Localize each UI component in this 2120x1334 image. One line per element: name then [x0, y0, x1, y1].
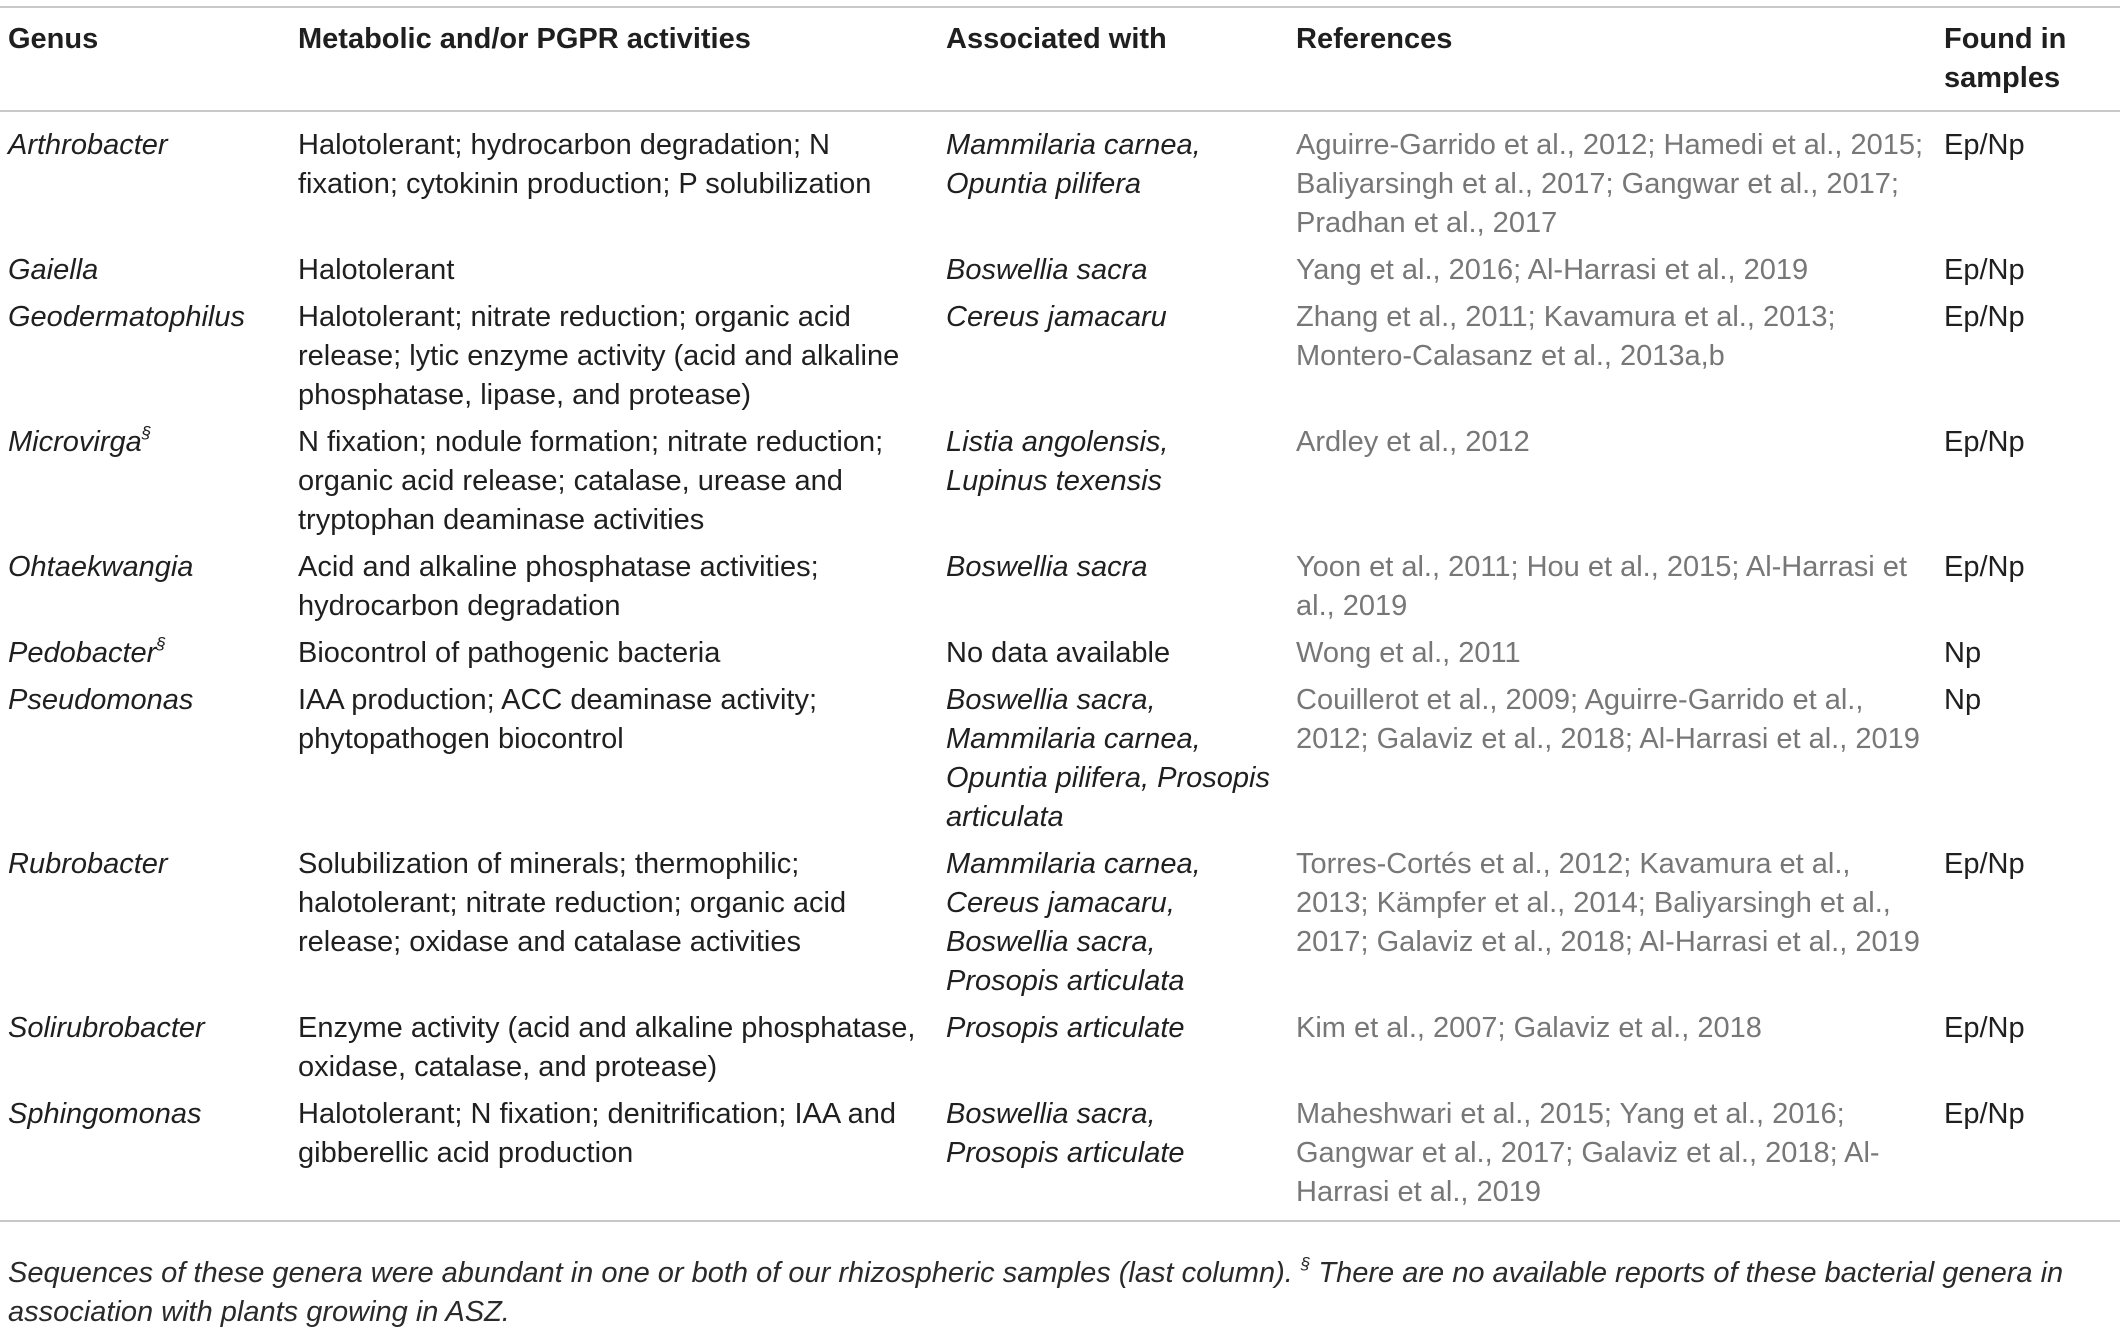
cell-activities: Biocontrol of pathogenic bacteria [298, 637, 721, 669]
cell-found: Ep/Np [1944, 129, 2025, 161]
cell-genus [0, 251, 290, 298]
cell-activities: Halotolerant; nitrate reduction; organic acid release; lytic enzyme activity (acid and alkaline phosphatase, lipase, and protease) [298, 301, 900, 411]
genus-name: Pedobacter [8, 637, 157, 669]
cell-associated: Prosopis articulate [946, 1012, 1185, 1044]
cell-references: Torres-Cortés et al., 2012; Kavamura et al., 2013; Kämpfer et al., 2014; Baliyarsingh et al., 2017; Galaviz et al., 2018; Al-Harrasi et al., 2019 [1296, 848, 1920, 958]
cell-genus [0, 111, 290, 251]
cell-activities: Solubilization of minerals; thermophilic; halotolerant; nitrate reduction; organic acid release; oxidase and catalase activities [298, 848, 847, 958]
footnote-main: Sequences of these genera were abundant in one or both of our rhizospheric samples (last column). [8, 1257, 1293, 1289]
cell-associated: Cereus jamacaru [946, 301, 1167, 333]
header-genus: Genus [0, 7, 290, 111]
cell-found: Ep/Np [1944, 1012, 2025, 1044]
footnote-mark: § [156, 634, 166, 653]
cell-associated: Mammilaria carnea, Cereus jamacaru, Boswellia sacra, Prosopis articulata [946, 848, 1201, 997]
table-row [0, 548, 2120, 634]
cell-references: Ardley et al., 2012 [1296, 426, 1530, 458]
genus-name: Pseudomonas [8, 684, 194, 716]
genus-name: Geodermatophilus [8, 301, 245, 333]
cell-genus [0, 681, 290, 845]
table-row [0, 634, 2120, 681]
cell-genus [0, 548, 290, 634]
cell-genus [0, 845, 290, 1009]
cell-activities: N fixation; nodule formation; nitrate reduction; organic acid release; catalase, urease and tryptophan deaminase activities [298, 426, 884, 536]
cell-found: Np [1944, 637, 1982, 669]
no-data-text: No data available [946, 637, 1171, 669]
table-row [0, 845, 2120, 1009]
table-row [0, 1009, 2120, 1095]
cell-found: Ep/Np [1944, 551, 2025, 583]
table-footnote [8, 1254, 2112, 1332]
footnote-symbol: § [1300, 1254, 1311, 1273]
genus-name: Arthrobacter [8, 129, 168, 161]
cell-associated: Boswellia sacra, Mammilaria carnea, Opuntia pilifera, Prosopis articulata [946, 684, 1270, 833]
cell-activities: Halotolerant; hydrocarbon degradation; N fixation; cytokinin production; P solubilization [298, 129, 872, 200]
cell-associated [938, 634, 1288, 681]
cell-activities: Halotolerant [298, 254, 455, 286]
cell-found: Ep/Np [1944, 848, 2025, 880]
cell-genus [0, 1095, 290, 1221]
cell-references: Couillerot et al., 2009; Aguirre-Garrido et al., 2012; Galaviz et al., 2018; Al-Harrasi et al., 2019 [1296, 684, 1920, 755]
cell-genus [0, 298, 290, 423]
footnote-mark: § [141, 423, 152, 442]
cell-activities: Acid and alkaline phosphatase activities; hydrocarbon degradation [298, 551, 819, 622]
genus-name: Solirubrobacter [8, 1012, 205, 1044]
table-row [0, 111, 2120, 251]
cell-references: Zhang et al., 2011; Kavamura et al., 2013; Montero-Calasanz et al., 2013a,b [1296, 301, 1836, 372]
cell-genus [0, 423, 290, 548]
cell-associated: Boswellia sacra [946, 254, 1148, 286]
genus-name: Sphingomonas [8, 1098, 202, 1130]
cell-references: Kim et al., 2007; Galaviz et al., 2018 [1296, 1012, 1762, 1044]
cell-found: Ep/Np [1944, 301, 2025, 333]
table-row [0, 251, 2120, 298]
cell-associated: Boswellia sacra, Prosopis articulate [938, 1095, 1288, 1221]
genus-name: Rubrobacter [8, 848, 168, 880]
table-header [0, 7, 2120, 111]
table-row [0, 423, 2120, 548]
cell-references: Maheshwari et al., 2015; Yang et al., 2016; Gangwar et al., 2017; Galaviz et al., 2018; Al-Harrasi et al., 2019 [1288, 1095, 1936, 1221]
cell-genus [0, 1009, 290, 1095]
header-row [0, 7, 2120, 111]
cell-associated: Boswellia sacra [946, 551, 1148, 583]
table-row [0, 298, 2120, 423]
header-references: References [1288, 7, 1936, 111]
cell-activities: IAA production; ACC deaminase activity; phytopathogen biocontrol [298, 684, 818, 755]
genera-table [0, 6, 2120, 1222]
genus-name: Microvirga [8, 426, 142, 458]
cell-references: Yoon et al., 2011; Hou et al., 2015; Al-Harrasi et al., 2019 [1296, 551, 1907, 622]
cell-genus [0, 634, 290, 681]
cell-references: Wong et al., 2011 [1296, 637, 1521, 669]
cell-found: Ep/Np [1936, 1095, 2120, 1221]
table-row [0, 681, 2120, 845]
cell-found: Ep/Np [1944, 254, 2025, 286]
cell-associated: Mammilaria carnea, Opuntia pilifera [946, 129, 1201, 200]
table-row [0, 1095, 2120, 1221]
cell-activities: Enzyme activity (acid and alkaline phosphatase, oxidase, catalase, and protease) [298, 1012, 916, 1083]
cell-references: Yang et al., 2016; Al-Harrasi et al., 2019 [1296, 254, 1809, 286]
header-found-in-samples: Found in samples [1936, 7, 2120, 111]
cell-found: Np [1944, 684, 1982, 716]
table-body [0, 111, 2120, 1221]
genus-name: Gaiella [8, 254, 99, 286]
cell-activities: Halotolerant; N fixation; denitrification; IAA and gibberellic acid production [290, 1095, 938, 1221]
cell-references: Aguirre-Garrido et al., 2012; Hamedi et al., 2015; Baliyarsingh et al., 2017; Gangwar et al., 2017; Pradhan et al., 2017 [1296, 129, 1924, 239]
cell-found: Ep/Np [1944, 426, 2025, 458]
genus-name: Ohtaekwangia [8, 551, 194, 583]
header-activities: Metabolic and/or PGPR activities [290, 7, 938, 111]
footnote-rest: There are no available reports of these bacterial genera in association with plants growing in ASZ. [8, 1257, 2064, 1328]
cell-associated: Listia angolensis, Lupinus texensis [946, 426, 1169, 497]
header-associated-with: Associated with [938, 7, 1288, 111]
